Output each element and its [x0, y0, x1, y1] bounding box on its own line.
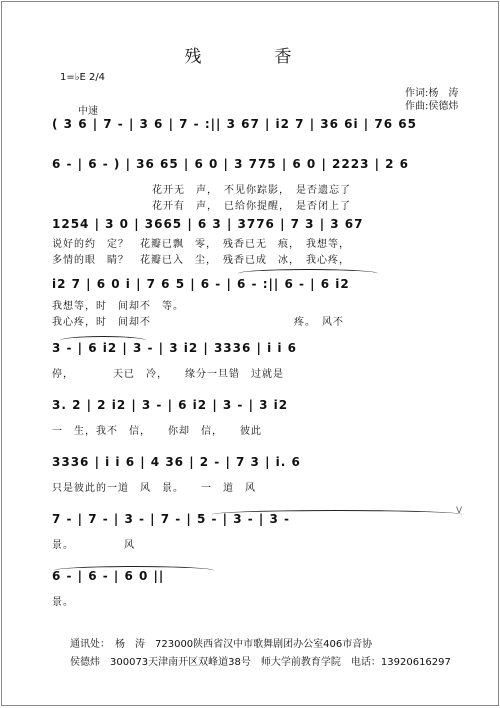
tie-slur	[212, 510, 462, 519]
score-page	[1, 1, 499, 706]
lyric-line: 景。 风	[52, 540, 135, 551]
notation-line: i2 7 | 6 0 i | 7 6 5 | 6 - | 6 - :|| 6 - | 6 i2	[52, 277, 350, 291]
lyric-line: 停， 天已 冷， 缘分一旦错 过就是	[52, 369, 284, 380]
tie-slur	[60, 336, 146, 345]
edit-mark: V	[456, 506, 463, 516]
composer-credit: 作曲:侯德炜	[405, 101, 459, 112]
tie-slur	[238, 269, 378, 278]
lyric-line: 景。	[52, 597, 74, 608]
lyric-line-verse-2: 我心疼，时 间却不 疼。 风不	[52, 317, 344, 328]
lyric-line: 只是彼此的一道 风 景。 一 道 风	[52, 483, 256, 494]
lyric-line-verse-2: 多情的眼 睛？ 花瓣已入 尘， 残香已成 冰， 我心疼，	[52, 255, 350, 266]
notation-line: 1254 | 3 0 | 3665 | 6 3 | 3776 | 7 3 | 3 67	[52, 217, 364, 231]
lyric-line-verse-1: 我想等，时 间却不 等。	[52, 301, 184, 312]
notation-line: 3336 | i i 6 | 4 36 | 2 - | 7 3 | i. 6	[52, 455, 301, 469]
notation-line: 7 - | 7 - | 3 - | 7 - | 5 - | 3 - | 3 -	[52, 512, 290, 526]
key-signature: 1=♭E 2/4	[60, 72, 106, 83]
notation-line: 6 - | 6 - ) | 36 65 | 6 0 | 3 775 | 6 0 | 2223 | 2 6	[52, 157, 410, 171]
notation-line: ( 3 6 | 7 - | 3 6 | 7 - :|| 3 67 | i2 7 | 36 6i | 76 65	[52, 117, 417, 131]
notation-line: 3. 2 | 2 i2 | 3 - | 6 i2 | 3 - | 3 i2	[52, 398, 289, 412]
lyric-line: 一 生，我不 信， 你却 信， 彼此	[52, 426, 262, 437]
tempo-marking: 中速	[78, 106, 98, 117]
notation-line: 6 - | 6 - | 6 0 ||	[52, 569, 165, 583]
notation-line: 3 - | 6 i2 | 3 - | 3 i2 | 3336 | i i 6	[52, 341, 298, 355]
contact-line-1: 通讯处： 杨 涛 723000陕西省汉中市歌舞剧团办公室406市音协	[70, 639, 373, 650]
song-title: 残 香	[184, 47, 320, 67]
lyric-line-verse-1: 花开无 声， 不见你踪影， 是否遗忘了	[152, 185, 351, 196]
lyricist-credit: 作词:杨 涛	[405, 88, 459, 99]
contact-line-2: 侯德炜 300073天津南开区双峰道38号 师大学前教育学院 电话：13920616297	[70, 657, 451, 668]
lyric-line-verse-1: 说好的约 定？ 花瓣已飘 零， 残香已无 痕， 我想等，	[52, 239, 350, 250]
tie-slur	[54, 566, 214, 575]
lyric-line-verse-2: 花开有 声， 已给你提醒， 是否闭上了	[152, 201, 351, 212]
